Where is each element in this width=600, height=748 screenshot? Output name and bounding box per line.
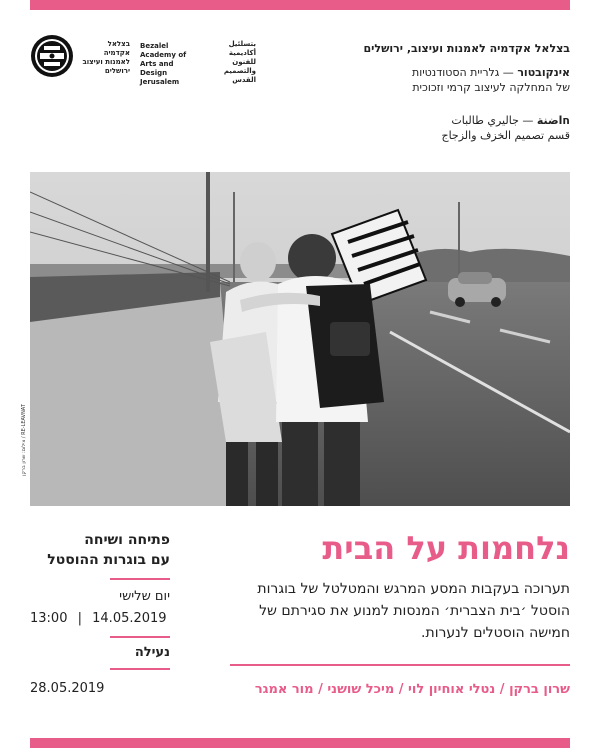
- gallery1-line2: של המחלקה לעיצוב קרמי וזכוכית: [412, 81, 570, 94]
- photo-scene: [30, 172, 570, 506]
- event-time: 13:00: [30, 611, 68, 626]
- opening-line1: פתיחה ושיחה: [84, 532, 170, 548]
- institution-name: בצלאל אקדמיה לאמנות ועיצוב, ירושלים: [363, 42, 570, 55]
- gallery-incubator: [412, 65, 570, 95]
- hero-photo: [30, 172, 570, 506]
- gallery2-desc: — جاليري طالبات: [451, 114, 537, 127]
- gallery2-line2: قسم تصميم الخزف والزجاج: [441, 129, 570, 142]
- exhibition-title: נלחמות על הבית: [322, 529, 570, 567]
- bezalel-logo: [30, 34, 256, 90]
- closing-label: נעילה: [134, 645, 170, 660]
- left-divider-2: [110, 636, 170, 638]
- artist-names: שרון ברקן / נטלי אוחיון לוי / מיכל שושני / מור אמגר: [254, 682, 570, 697]
- photo-credit: צילום: שרון ברקן / RE-LEAVNAT: [21, 404, 27, 476]
- exhibition-description: תערוכה בעקבות המסע המרגש והמטלטל של בוגרות הוסטל ׳בית הצברית׳ המנסות למנוע את סגירתם של חמישה הוסטלים לנערות.: [257, 581, 570, 641]
- bezalel-seal-icon: [30, 34, 74, 78]
- left-divider-1: [110, 578, 170, 580]
- logo-hebrew-text: בצלאל אקדמיה לאמנות ועיצוב ירושלים: [82, 40, 130, 75]
- event-separator: |: [77, 611, 82, 626]
- logo-arabic-text: بتسلئيل أكاديمية للفنون والتصميم القدس: [223, 40, 256, 84]
- left-divider-3: [110, 668, 170, 670]
- gallery1-name: אינקובטור: [517, 66, 570, 79]
- closing-date: 28.05.2019: [30, 681, 105, 696]
- gallery2-name: חاضنة: [536, 114, 570, 127]
- event-day: יום שלישי: [119, 589, 170, 604]
- logo-english-text: Bezalel Academy of Arts and Design Jerusalem: [140, 42, 187, 86]
- bottom-accent-bar: [30, 738, 570, 748]
- top-accent-bar: [30, 0, 570, 10]
- gallery1-desc: — גלריית הסטודנטיות: [411, 66, 518, 79]
- opening-line2: עם בוגרות ההוסטל: [47, 552, 170, 568]
- opening-heading: [30, 530, 170, 570]
- divider-rule: [230, 664, 570, 666]
- event-datetime: [30, 610, 170, 628]
- gallery-arabic: [441, 113, 570, 143]
- event-date: 14.05.2019: [92, 611, 167, 626]
